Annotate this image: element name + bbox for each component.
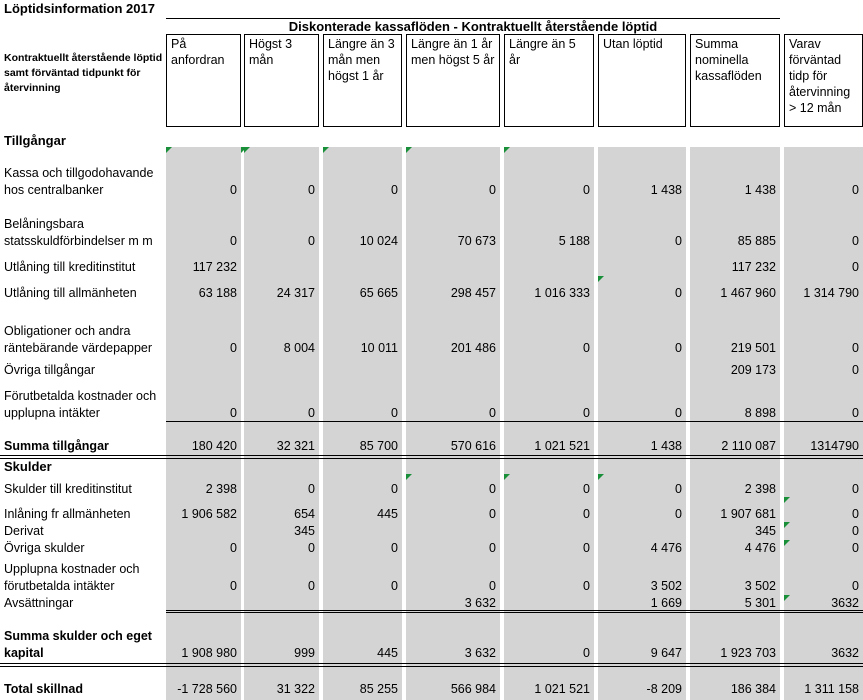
column-header: Längre än 1 år men högst 5 år (406, 34, 500, 127)
comment-marker-icon (504, 474, 510, 480)
column-shade (244, 147, 319, 700)
cell-value: 0 (308, 234, 315, 248)
cell-value: 1314790 (810, 439, 859, 453)
section-heading-liabilities: Skulder (4, 459, 52, 474)
cell-value: 345 (755, 524, 776, 538)
row-label-inlaning: Inlåning fr allmänheten (4, 507, 131, 521)
section-heading-assets: Tillgångar (4, 133, 66, 148)
row-label-upplupna: Upplupna kostnader och förutbetalda intäkter (4, 562, 140, 593)
row-label-ovr_tillg: Övriga tillgångar (4, 363, 96, 377)
column-shade (323, 147, 402, 700)
cell-value: 0 (391, 482, 398, 496)
divider-line (0, 458, 863, 459)
cell-value: 0 (852, 507, 859, 521)
cell-value: 0 (230, 541, 237, 555)
row-label-kassa: Kassa och tillgodohavande hos centralbanker (4, 166, 154, 197)
cell-value: 0 (675, 286, 682, 300)
cell-value: 0 (391, 183, 398, 197)
cell-value: 5 301 (744, 596, 776, 610)
cell-value: 1 923 703 (720, 646, 776, 660)
cell-value: 117 232 (731, 260, 776, 274)
divider-line (0, 666, 863, 667)
row-label-utl_kredit: Utlåning till kreditinstitut (4, 260, 136, 274)
cell-value: 1 906 582 (181, 507, 237, 521)
cell-value: 999 (294, 646, 315, 660)
cell-value: 0 (489, 482, 496, 496)
divider-line (0, 663, 863, 664)
cell-value: 654 (294, 507, 315, 521)
divider-line (0, 455, 863, 456)
cell-value: 3632 (831, 646, 859, 660)
comment-marker-icon (784, 540, 790, 546)
cell-value: 0 (489, 579, 496, 593)
cell-value: 2 398 (205, 482, 237, 496)
cell-value: 0 (489, 507, 496, 521)
cell-value: 1 669 (650, 596, 682, 610)
row-label-total: Total skillnad (4, 682, 83, 696)
cell-value: -8 209 (646, 682, 682, 696)
column-header: Utan löptid (598, 34, 686, 127)
cell-value: 117 232 (192, 260, 237, 274)
cell-value: 0 (489, 406, 496, 420)
cell-value: 0 (852, 183, 859, 197)
cell-value: 209 173 (730, 363, 776, 377)
comment-marker-icon (784, 595, 790, 601)
cell-value: 0 (852, 341, 859, 355)
divider-line (166, 421, 863, 422)
cell-value: 445 (377, 507, 398, 521)
cell-value: 1 438 (744, 183, 776, 197)
cell-value: 0 (230, 183, 237, 197)
cell-value: 32 321 (276, 439, 315, 453)
cell-value: 0 (583, 183, 590, 197)
cell-value: 0 (308, 406, 315, 420)
cell-value: 298 457 (450, 286, 496, 300)
cell-value: 65 665 (359, 286, 398, 300)
cell-value: 0 (583, 341, 590, 355)
cell-value: 0 (852, 482, 859, 496)
cell-value: 1 467 960 (720, 286, 776, 300)
cell-value: 1 908 980 (181, 646, 237, 660)
cell-value: 3632 (831, 596, 859, 610)
cell-value: 1 438 (650, 183, 682, 197)
cell-value: 201 486 (450, 341, 496, 355)
cell-value: 3 632 (464, 596, 496, 610)
cell-value: 445 (377, 646, 398, 660)
group-header: Diskonterade kassaflöden - Kontraktuellt återstående löptid (166, 18, 780, 34)
divider-line (166, 610, 863, 611)
comment-marker-icon (244, 147, 250, 153)
cell-value: 10 011 (360, 341, 398, 355)
comment-marker-icon (598, 474, 604, 480)
row-label-belaning: Belåningsbara statsskuldförbindelser m m (4, 217, 153, 248)
row-label-avsattningar: Avsättningar (4, 596, 74, 610)
cell-value: 4 476 (744, 541, 776, 555)
cell-value: 1 438 (650, 439, 682, 453)
row-label-utl_allm: Utlåning till allmänheten (4, 286, 137, 300)
cell-value: 0 (675, 507, 682, 521)
cell-value: 345 (294, 524, 315, 538)
cell-value: 0 (308, 579, 315, 593)
cell-value: 85 700 (359, 439, 398, 453)
cell-value: 1 016 333 (534, 286, 590, 300)
column-shade (598, 147, 686, 700)
cell-value: 0 (489, 183, 496, 197)
cell-value: 0 (391, 579, 398, 593)
cell-value: 0 (852, 406, 859, 420)
cell-value: -1 728 560 (177, 682, 237, 696)
cell-value: 63 188 (198, 286, 237, 300)
comment-marker-icon (784, 497, 790, 503)
cell-value: 3 502 (744, 579, 776, 593)
column-header: Summa nominella kassaflöden (690, 34, 780, 127)
cell-value: 0 (391, 406, 398, 420)
cell-value: 8 898 (744, 406, 776, 420)
cell-value: 3 632 (464, 646, 496, 660)
cell-value: 0 (391, 541, 398, 555)
comment-marker-icon (598, 276, 604, 282)
column-shade (690, 147, 780, 700)
cell-value: 85 255 (359, 682, 398, 696)
cell-value: 0 (583, 541, 590, 555)
cell-value: 24 317 (276, 286, 315, 300)
comment-marker-icon (784, 522, 790, 528)
column-header: Längre än 5 år (504, 34, 594, 127)
cell-value: 219 501 (730, 341, 776, 355)
cell-value: 0 (583, 507, 590, 521)
cell-value: 85 885 (737, 234, 776, 248)
cell-value: 180 420 (191, 439, 237, 453)
cell-value: 0 (852, 524, 859, 538)
cell-value: 0 (852, 579, 859, 593)
cell-value: 1 021 521 (534, 439, 590, 453)
cell-value: 0 (489, 541, 496, 555)
cell-value: 10 024 (359, 234, 398, 248)
row-label-skulder_kredit: Skulder till kreditinstitut (4, 482, 132, 496)
cell-value: 0 (230, 579, 237, 593)
cell-value: 0 (675, 341, 682, 355)
cell-value: 70 673 (457, 234, 496, 248)
cell-value: 0 (230, 234, 237, 248)
column-header: Högst 3 mån (244, 34, 319, 127)
cell-value: 5 188 (558, 234, 590, 248)
cell-value: 8 004 (283, 341, 315, 355)
cell-value: 0 (675, 234, 682, 248)
cell-value: 1 311 158 (804, 682, 859, 696)
comment-marker-icon (406, 147, 412, 153)
column-shade (784, 147, 863, 700)
cell-value: 570 616 (450, 439, 496, 453)
cell-value: 2 110 087 (721, 439, 776, 453)
cell-value: 9 647 (650, 646, 682, 660)
cell-value: 0 (852, 234, 859, 248)
cell-value: 0 (675, 482, 682, 496)
divider-line (166, 612, 863, 613)
column-shade (166, 147, 241, 700)
report-subtitle: Kontraktuellt återstående löptid samt förväntad tidpunkt för återvinning (4, 52, 163, 94)
row-label-ovr_skulder: Övriga skulder (4, 541, 85, 555)
cell-value: 0 (852, 541, 859, 555)
cell-value: 0 (308, 183, 315, 197)
cell-value: 0 (230, 341, 237, 355)
comment-marker-icon (406, 474, 412, 480)
comment-marker-icon (166, 147, 172, 153)
cell-value: 0 (852, 260, 859, 274)
cell-value: 0 (230, 406, 237, 420)
cell-value: 0 (583, 406, 590, 420)
cell-value: 4 476 (650, 541, 682, 555)
cell-value: 2 398 (744, 482, 776, 496)
cell-value: 0 (308, 482, 315, 496)
row-label-summa_tillg: Summa tillgångar (4, 439, 109, 453)
cell-value: 1 021 521 (534, 682, 590, 696)
cell-value: 0 (675, 406, 682, 420)
column-header: Längre än 3 mån men högst 1 år (323, 34, 402, 127)
column-header: Varav förväntad tidp för återvinning > 12 mån (784, 34, 863, 127)
row-label-summa_skulder: Summa skulder och eget kapital (4, 629, 152, 660)
cell-value: 566 984 (450, 682, 496, 696)
report-title: Löptidsinformation 2017 (4, 1, 155, 16)
cell-value: 0 (583, 646, 590, 660)
comment-marker-icon (504, 147, 510, 153)
column-shade (504, 147, 594, 700)
cell-value: 31 322 (276, 682, 315, 696)
cell-value: 0 (852, 363, 859, 377)
cell-value: 0 (308, 541, 315, 555)
column-shade (406, 147, 500, 700)
comment-marker-icon (323, 147, 329, 153)
cell-value: 3 502 (650, 579, 682, 593)
cell-value: 186 384 (730, 682, 776, 696)
row-label-derivat: Derivat (4, 524, 44, 538)
row-label-obl: Obligationer och andra räntebärande värdepapper (4, 324, 153, 355)
cell-value: 0 (583, 482, 590, 496)
cell-value: 1 907 681 (720, 507, 776, 521)
cell-value: 0 (583, 579, 590, 593)
row-label-forutbet: Förutbetalda kostnader och upplupna intäkter (4, 389, 157, 420)
column-header: På anfordran (166, 34, 241, 127)
cell-value: 1 314 790 (803, 286, 859, 300)
